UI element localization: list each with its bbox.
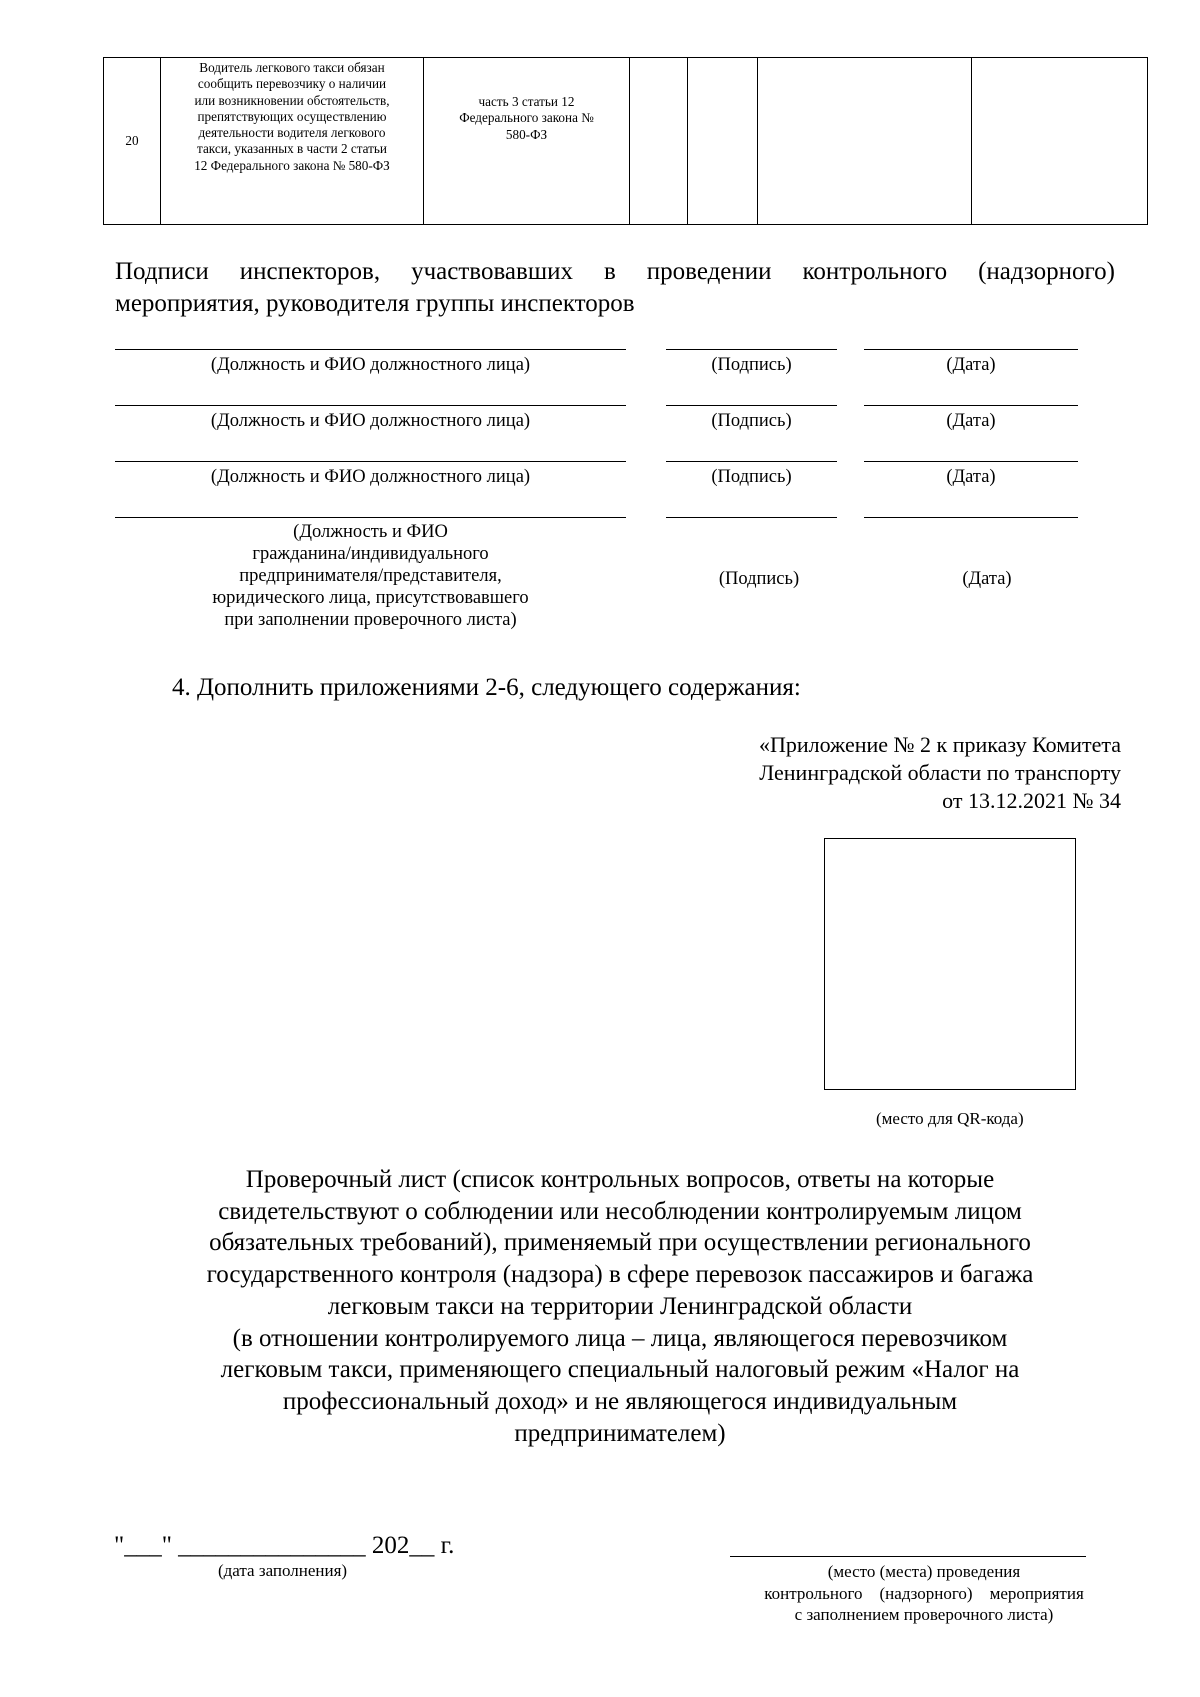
place-line[interactable]	[730, 1556, 1086, 1557]
qr-code-placeholder	[824, 838, 1076, 1090]
date-line[interactable]	[864, 517, 1078, 518]
table-row	[104, 58, 1148, 225]
position-line[interactable]	[115, 405, 626, 406]
date-caption: (Дата)	[962, 569, 1012, 589]
fill-date-field[interactable]: "___" _______________ 202__ г.	[114, 1532, 455, 1559]
signature-line[interactable]	[666, 461, 837, 462]
date-caption: (Дата)	[946, 467, 996, 487]
signature-line[interactable]	[666, 517, 837, 518]
position-caption: (Должность и ФИО должностного лица)	[210, 467, 531, 487]
date-line[interactable]	[864, 405, 1078, 406]
date-line[interactable]	[864, 461, 1078, 462]
fill-date-caption: (дата заполнения)	[218, 1561, 348, 1580]
qr-caption: (место для QR-кода)	[876, 1109, 1024, 1128]
legal-basis: часть 3 статьи 12 Федерального закона № 580-ФЗ	[424, 58, 630, 225]
representative-caption: (Должность и ФИО гражданина/индивидуального предпринимателя/представителя, юридического лица, присутствовавшего при заполнении проверочного листа)	[212, 522, 529, 630]
requirement-text: Водитель легкового такси обязан сообщить перевозчику о наличии или возникновении обстоятельств, препятствующих осуществлению деятельности водителя легкового такси, указанных в части 2 статьи 12 Федерального закона № 580-ФЗ	[161, 58, 424, 225]
signature-line[interactable]	[666, 349, 837, 350]
signature-line[interactable]	[666, 405, 837, 406]
answer-cell-yes[interactable]	[630, 58, 688, 225]
answer-cell-not-applicable[interactable]	[758, 58, 972, 225]
signature-caption: (Подпись)	[711, 467, 792, 487]
date-caption: (Дата)	[946, 411, 996, 431]
signature-caption: (Подпись)	[718, 569, 800, 589]
position-caption: (Должность и ФИО должностного лица)	[210, 411, 531, 431]
date-line[interactable]	[864, 349, 1078, 350]
appendix-heading: «Приложение № 2 к приказу Комитета Ленинградской области по транспорту от 13.12.2021 № 34	[758, 732, 1121, 813]
answer-cell-no[interactable]	[688, 58, 758, 225]
place-caption: (место (места) проведения контрольного (надзорного) мероприятия с заполнением проверочного листа)	[764, 1562, 1084, 1624]
item-4-text: 4. Дополнить приложениями 2-6, следующего содержания:	[172, 674, 801, 701]
position-line[interactable]	[115, 349, 626, 350]
row-number: 20	[104, 58, 161, 225]
position-caption: (Должность и ФИО должностного лица)	[210, 355, 531, 375]
representative-line[interactable]	[115, 517, 626, 518]
signature-caption: (Подпись)	[711, 355, 792, 375]
date-caption: (Дата)	[946, 355, 996, 375]
position-line[interactable]	[115, 461, 626, 462]
signatures-title: Подписи инспекторов, участвовавших в проведении контрольного (надзорного) мероприятия, руководителя группы инспекторов	[115, 258, 1115, 317]
checklist-title: Проверочный лист (список контрольных вопросов, ответы на которые свидетельствуют о соблюдении или несоблюдении контролируемым лицом обязательных требований), применяемый при осуществлении регионального государственного контроля (надзора) в сфере перевозок пассажиров и багажа легковым такси на территории Ленинградской области (в отношении контролируемого лица – лица, являющегося перевозчиком легковым такси, применяющего специальный налоговый режим «Налог на профессиональный доход» и не являющегося индивидуальным предпринимателем)	[206, 1166, 1034, 1447]
signature-caption: (Подпись)	[711, 411, 792, 431]
note-cell[interactable]	[972, 58, 1148, 225]
requirements-table	[103, 57, 1148, 225]
